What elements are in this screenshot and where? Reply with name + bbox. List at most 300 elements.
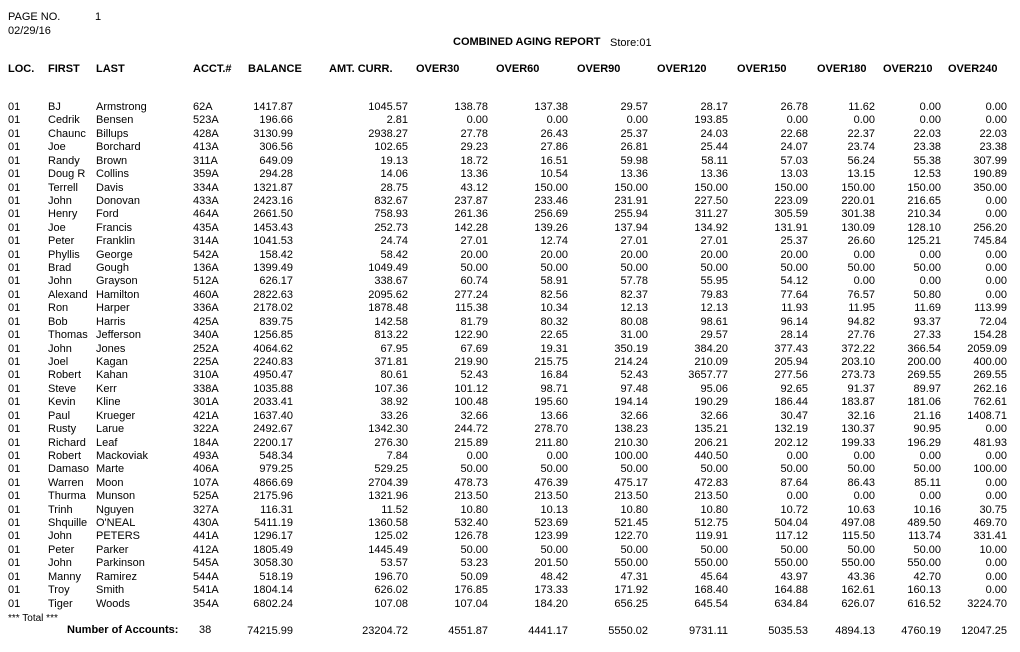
cell-over240: 0.00 [985,449,1007,462]
cell-first: John [48,530,72,543]
table-row [0,329,1020,342]
table-row [0,262,1020,275]
cell-over210: 0.00 [919,248,941,261]
cell-over210: 366.54 [907,342,941,355]
cell-balance: 4866.69 [253,476,293,489]
cell-over240: 0.00 [985,288,1007,301]
cell-over120: 28.17 [700,101,728,113]
cell-amt-curr: 125.02 [374,530,408,543]
cell-loc: 01 [8,463,21,476]
cell-over210: 90.95 [913,423,941,436]
cell-over60: 123.99 [534,530,568,543]
cell-over30: 142.28 [454,221,488,234]
cell-acct: 430A [193,517,219,530]
cell-loc: 01 [8,423,21,436]
cell-over30: 50.00 [460,262,488,275]
cell-over240: 0.00 [985,114,1007,127]
column-header-over240: OVER240 [948,63,998,75]
cell-over210: 21.16 [913,409,941,422]
total-label: *** Total *** [8,613,58,624]
cell-over180: 32.16 [847,409,875,422]
cell-over180: 162.61 [841,584,875,597]
cell-acct: 136A [193,262,219,275]
cell-over120: 134.92 [694,221,728,234]
cell-acct: 545A [193,557,219,570]
cell-over30: 126.78 [454,530,488,543]
cell-balance: 2492.67 [253,423,293,436]
cell-last: Franklin [96,235,136,248]
cell-over240: 113.99 [974,302,1007,315]
cell-last: Harper [96,302,130,315]
cell-amt-curr: 80.61 [380,369,408,382]
cell-last: Brown [96,154,128,167]
cell-over120: 550.00 [694,557,728,570]
cell-loc: 01 [8,127,21,140]
cell-over60: 20.00 [540,248,568,261]
number-of-accounts: 38 [199,624,212,636]
column-header-balance: BALANCE [248,63,302,75]
cell-amt-curr: 2.81 [386,114,408,127]
cell-last: Leaf [96,436,118,449]
cell-first: Cedrik [48,114,80,127]
total-over240: 12047.25 [961,625,1007,637]
cell-acct: 525A [193,490,219,503]
cell-over30: 244.72 [454,423,488,436]
cell-first: Ron [48,302,69,315]
cell-loc: 01 [8,275,21,288]
cell-amt-curr: 196.70 [374,570,408,583]
cell-over90: 150.00 [614,181,648,194]
cell-last: Grayson [96,275,138,288]
number-of-accounts-label: Number of Accounts: [67,624,179,636]
cell-over210: 85.11 [914,476,941,489]
cell-over60: 16.84 [540,369,568,382]
cell-over150: 504.04 [774,517,808,530]
cell-amt-curr: 1342.30 [368,423,408,436]
cell-amt-curr: 626.02 [374,584,408,597]
cell-amt-curr: 38.92 [380,396,408,409]
cell-over90: 97.48 [620,382,648,395]
cell-acct: 252A [193,342,219,355]
cell-acct: 413A [193,141,219,154]
cell-over150: 305.59 [774,208,808,221]
cell-over60: 82.56 [540,288,568,301]
cell-first: Robert [48,449,82,462]
cell-last: Kerr [96,382,117,395]
cell-over120: 119.91 [695,530,728,543]
cell-over210: 150.00 [907,181,941,194]
cell-over150: 186.44 [774,396,808,409]
table-row [0,302,1020,315]
total-over90: 5550.02 [608,625,648,637]
total-over150: 5035.53 [768,625,808,637]
cell-over150: 131.91 [774,221,808,234]
cell-over180: 0.00 [853,248,875,261]
cell-over60: 0.00 [546,114,568,127]
column-header-acct: ACCT.# [193,63,232,75]
cell-first: Paul [48,409,71,422]
cell-over90: 210.30 [614,436,648,449]
cell-balance: 626.17 [259,275,293,288]
cell-over240: 30.75 [979,503,1007,516]
cell-amt-curr: 14.06 [380,168,408,181]
cell-first: Alexand [48,288,88,301]
cell-acct: 184A [193,436,219,449]
cell-loc: 01 [8,221,21,234]
cell-over240: 190.89 [973,168,1007,181]
cell-loc: 01 [8,409,21,422]
cell-over90: 32.66 [620,409,648,422]
cell-over120: 3657.77 [688,369,728,382]
cell-over180: 56.24 [847,154,875,167]
page-number: 1 [95,11,102,23]
cell-acct: 62A [193,101,213,113]
column-header-over30: OVER30 [416,63,460,75]
cell-over210: 50.00 [913,463,941,476]
cell-first: Peter [48,543,75,556]
cell-over90: 137.94 [614,221,648,234]
cell-first: Thomas [48,329,88,342]
cell-over210: 125.21 [907,235,941,248]
cell-amt-curr: 11.52 [381,503,408,516]
cell-last: Armstrong [96,101,147,113]
cell-acct: 336A [193,302,219,315]
cell-acct: 107A [193,476,219,489]
cell-over150: 277.56 [774,369,808,382]
cell-over120: 98.61 [700,315,728,328]
cell-over30: 29.23 [460,141,488,154]
cell-loc: 01 [8,503,21,516]
cell-over30: 237.87 [454,194,488,207]
cell-over210: 0.00 [919,114,941,127]
cell-over150: 132.19 [774,423,808,436]
cell-over30: 43.12 [460,181,488,194]
cell-over30: 0.00 [466,114,488,127]
cell-balance: 1296.17 [253,530,293,543]
table-row [0,544,1020,557]
cell-over210: 50.80 [913,288,941,301]
cell-over60: 22.65 [540,329,568,342]
cell-over60: 10.34 [540,302,568,315]
cell-over90: 122.70 [614,530,648,543]
cell-over90: 50.00 [620,543,648,556]
cell-over90: 29.57 [620,101,648,113]
cell-acct: 301A [193,396,219,409]
cell-over210: 0.00 [919,275,941,288]
cell-over60: 0.00 [546,449,568,462]
cell-over210: 22.03 [913,127,941,140]
cell-amt-curr: 142.58 [374,315,408,328]
table-row [0,128,1020,141]
cell-acct: 460A [193,288,219,301]
cell-acct: 311A [193,154,218,167]
cell-over120: 227.50 [694,194,728,207]
cell-over30: 138.78 [454,101,488,113]
cell-over210: 50.00 [913,262,941,275]
cell-over240: 154.28 [973,329,1007,342]
cell-over210: 489.50 [907,517,941,530]
cell-over120: 55.95 [700,275,728,288]
cell-amt-curr: 529.25 [374,463,408,476]
cell-over30: 10.80 [460,503,488,516]
cell-last: Munson [96,490,136,503]
cell-last: Smith [96,584,125,597]
cell-over30: 213.50 [454,490,488,503]
cell-acct: 542A [193,248,219,261]
cell-last: Billups [96,127,129,140]
cell-over150: 43.97 [780,570,808,583]
cell-over240: 0.00 [985,570,1007,583]
cell-over60: 139.26 [534,221,568,234]
cell-acct: 334A [193,181,219,194]
cell-balance: 649.09 [259,154,293,167]
cell-over120: 10.80 [700,503,728,516]
cell-first: Peter [48,235,75,248]
cell-over120: 210.09 [694,355,728,368]
cell-first: John [48,557,72,570]
cell-over150: 24.07 [780,141,808,154]
cell-loc: 01 [8,168,21,181]
cell-over120: 58.11 [701,154,728,167]
cell-over90: 50.00 [620,262,648,275]
cell-over210: 210.34 [907,208,941,221]
cell-over210: 27.33 [913,329,941,342]
cell-over180: 199.33 [841,436,875,449]
cell-loc: 01 [8,114,21,127]
cell-last: Larue [96,423,125,436]
cell-loc: 01 [8,141,21,154]
cell-over180: 273.73 [841,369,875,382]
cell-over60: 50.00 [540,463,568,476]
cell-last: Gough [96,262,130,275]
cell-over60: 58.91 [540,275,568,288]
cell-first: John [48,342,72,355]
cell-first: Joe [48,221,66,234]
cell-over150: 92.65 [780,382,808,395]
cell-over30: 27.78 [460,127,488,140]
cell-over150: 54.12 [780,275,808,288]
cell-over120: 95.06 [700,382,728,395]
cell-over30: 50.00 [460,463,488,476]
cell-over60: 48.42 [540,570,568,583]
cell-last: Jones [96,342,126,355]
cell-last: Woods [96,597,131,610]
cell-loc: 01 [8,248,21,261]
table-row [0,195,1020,208]
cell-amt-curr: 67.95 [380,342,408,355]
cell-over60: 19.31 [540,342,568,355]
cell-over60: 215.75 [534,355,568,368]
cell-over240: 0.00 [985,584,1007,597]
table-row [0,222,1020,235]
cell-amt-curr: 102.65 [374,141,408,154]
cell-over120: 79.83 [700,288,728,301]
cell-over150: 50.00 [780,262,808,275]
cell-over30: 478.73 [454,476,488,489]
cell-last: Marte [96,463,125,476]
cell-last: Kline [96,396,121,409]
cell-first: Doug R [48,168,86,181]
cell-over120: 24.03 [700,127,728,140]
cell-over240: 745.84 [973,235,1007,248]
cell-over150: 550.00 [774,557,808,570]
cell-over90: 0.00 [626,114,648,127]
cell-over60: 50.00 [540,262,568,275]
cell-amt-curr: 7.84 [386,449,408,462]
cell-last: Harris [96,315,126,328]
cell-over150: 117.12 [775,530,808,543]
cell-balance: 2200.17 [253,436,293,449]
cell-loc: 01 [8,449,21,462]
column-header-over120: OVER120 [657,63,707,75]
cell-over240: 0.00 [985,194,1007,207]
cell-over210: 55.38 [913,154,941,167]
cell-first: Shquille [48,517,88,530]
cell-over120: 206.21 [694,436,728,449]
cell-last: Moon [96,476,124,489]
cell-over30: 60.74 [460,275,488,288]
cell-over90: 25.37 [620,127,648,140]
store-label: Store:01 [610,37,652,49]
cell-over180: 27.76 [847,329,875,342]
cell-over120: 20.00 [700,248,728,261]
cell-over90: 47.31 [620,570,648,583]
cell-balance: 3130.99 [253,127,293,140]
cell-over60: 213.50 [534,490,568,503]
cell-over90: 550.00 [614,557,648,570]
cell-last: Ford [96,208,119,221]
cell-first: Bob [48,315,68,328]
cell-over210: 0.00 [919,449,941,462]
table-row [0,155,1020,168]
cell-loc: 01 [8,436,21,449]
cell-over210: 160.13 [907,584,941,597]
cell-last: Borchard [96,141,141,154]
cell-over120: 213.50 [694,490,728,503]
cell-balance: 2822.63 [253,288,293,301]
cell-over240: 2059.09 [967,342,1007,355]
cell-acct: 523A [193,114,219,127]
cell-over150: 377.43 [774,342,808,355]
cell-acct: 464A [193,208,219,221]
column-header-amt-curr: AMT. CURR. [329,63,393,75]
table-row [0,208,1020,221]
cell-over240: 23.38 [979,141,1007,154]
cell-last: Parker [96,543,129,556]
total-balance: 74215.99 [247,625,293,637]
cell-over120: 168.40 [694,584,728,597]
cell-over180: 50.00 [847,463,875,476]
cell-loc: 01 [8,342,21,355]
cell-amt-curr: 813.22 [374,329,408,342]
cell-over120: 150.00 [694,181,728,194]
cell-over240: 331.41 [973,530,1007,543]
cell-over120: 45.64 [700,570,728,583]
cell-balance: 1321.87 [253,181,293,194]
cell-over90: 213.50 [614,490,648,503]
cell-balance: 2033.41 [253,396,293,409]
cell-over30: 532.40 [454,517,488,530]
cell-over240: 10.00 [979,543,1007,556]
cell-acct: 544A [193,570,219,583]
cell-over120: 190.29 [694,396,728,409]
cell-first: Terrell [48,181,78,194]
cell-last: Hamilton [96,288,140,301]
table-row [0,114,1020,127]
cell-amt-curr: 2938.27 [368,127,408,140]
cell-first: Damaso [48,463,89,476]
cell-over150: 0.00 [786,449,808,462]
cell-over30: 13.36 [460,168,488,181]
cell-over60: 523.69 [534,517,568,530]
cell-over240: 0.00 [985,208,1007,221]
cell-amt-curr: 53.57 [380,557,408,570]
cell-over150: 10.72 [780,503,808,516]
cell-amt-curr: 338.67 [374,275,408,288]
total-over210: 4760.19 [901,625,941,637]
cell-over150: 22.68 [780,127,808,140]
column-header-over60: OVER60 [496,63,540,75]
table-row [0,598,1020,611]
cell-over210: 11.69 [914,302,941,315]
cell-over210: 113.74 [908,530,941,543]
cell-first: Thurma [48,490,86,503]
cell-over180: 183.87 [841,396,875,409]
cell-balance: 4064.62 [253,342,293,355]
cell-over90: 350.19 [614,342,648,355]
cell-over180: 203.10 [841,355,875,368]
cell-over60: 27.86 [540,141,568,154]
cell-over120: 472.83 [694,476,728,489]
cell-last: Bensen [96,114,134,127]
cell-balance: 196.66 [259,114,293,127]
cell-over150: 634.84 [774,597,808,610]
cell-first: Chaunc [48,127,86,140]
cell-over120: 311.27 [695,208,728,221]
cell-over30: 176.85 [454,584,488,597]
cell-over240: 3224.70 [967,597,1007,610]
cell-loc: 01 [8,181,21,194]
cell-over60: 16.51 [540,154,568,167]
cell-balance: 3058.30 [253,557,293,570]
cell-over240: 0.00 [985,275,1007,288]
cell-loc: 01 [8,355,21,368]
cell-over60: 26.43 [540,127,568,140]
cell-over150: 77.64 [780,288,808,301]
cell-over30: 219.90 [454,355,488,368]
table-row [0,275,1020,288]
cell-over180: 0.00 [853,490,875,503]
cell-balance: 1035.88 [253,382,293,395]
cell-over30: 100.48 [454,396,488,409]
cell-last: Collins [96,168,130,181]
cell-balance: 2240.83 [253,355,293,368]
cell-last: Francis [96,221,133,234]
cell-amt-curr: 33.26 [380,409,408,422]
cell-over240: 269.55 [973,369,1007,382]
cell-over30: 215.89 [454,436,488,449]
cell-first: Richard [48,436,86,449]
cell-over180: 86.43 [847,476,875,489]
table-row [0,450,1020,463]
cell-balance: 4950.47 [253,369,293,382]
table-row [0,557,1020,570]
cell-over120: 50.00 [700,463,728,476]
cell-acct: 435A [193,221,219,234]
table-row [0,316,1020,329]
cell-over90: 80.08 [620,315,648,328]
cell-last: George [96,248,133,261]
